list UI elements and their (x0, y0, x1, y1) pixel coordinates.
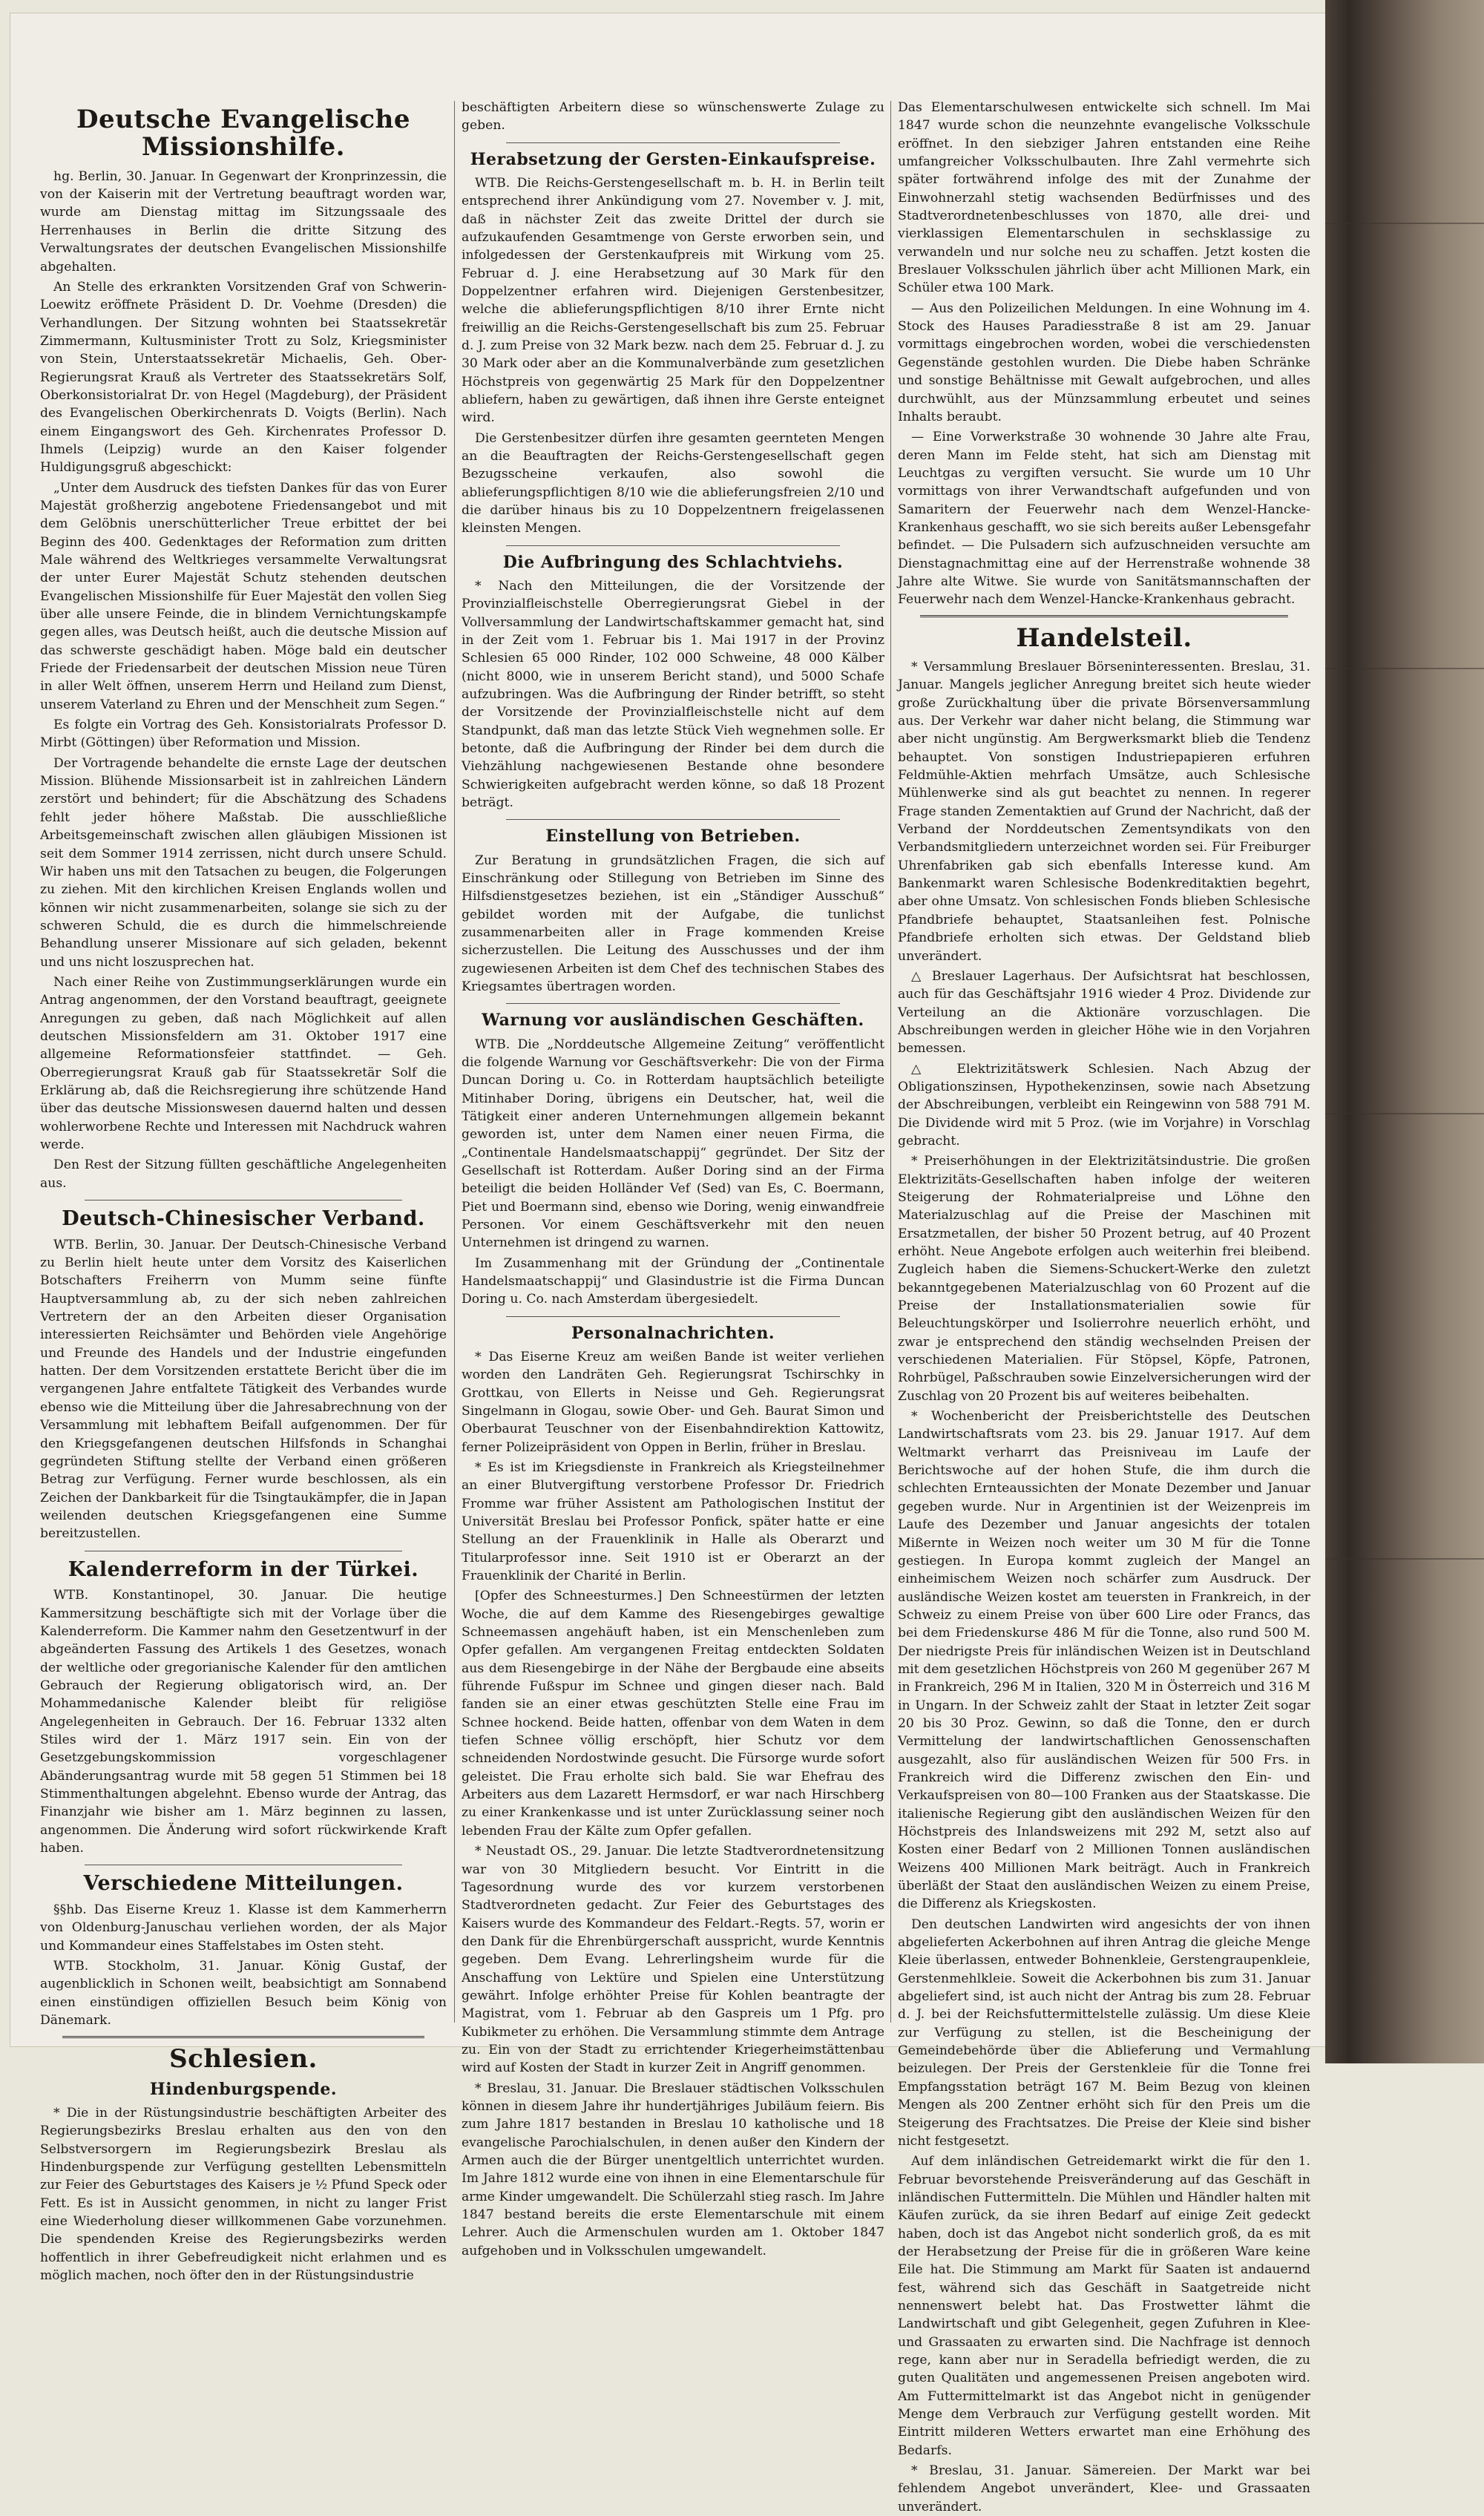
column-2 (462, 99, 884, 2259)
paragraph: — Eine Vorwerkstraße 30 wohnende 30 Jahre alte Frau, deren Mann im Felde steht, hat sich am Dienstag mit Leuchtgas zu vergiften versucht. Sie wurde um 10 Uhr vormittags von ihrer Verwandtschaft aufgefunden und von Samaritern der Feuerwehr nach dem Wenzel-Hancke-Krankenhaus geschafft, wo sie sich bereits außer Lebensgefahr befindet. — Die Pulsadern sich aufzuschneiden versuchte am Dienstagnachmittag eine auf der Herrenstraße wohnende 38 Jahre alte Witwe. Sie wurde von Sanitätsmannschaften der Feuerwehr nach dem Wenzel-Hancke-Krankenhaus gebracht. (898, 430, 1310, 608)
paragraph: * Es ist im Kriegsdienste in Frankreich als Kriegsteilnehmer an einer Blutvergiftung verstorbene Professor Dr. Friedrich Fromme war früher Assistent am Pathologischen Institut der Universität Breslau bei Professor Ponfick, später hatte er eine Stellung an der Frauenklinik in Halle als Oberarzt und Titularprofessor inne. Seit 1910 ist er Oberarzt an der Frauenklinik der Charité in Berlin. (462, 1459, 884, 1583)
section-separator (506, 545, 840, 546)
paragraph: Im Zusammenhang mit der Gründung der „Continentale Handelsmaatschappij“ und Glasindustrie ist die Firma Duncan Doring u. Co. nach Amsterdam übergesiedelt. (462, 1255, 884, 1307)
headline-handelsteil: Handelsteil. (1016, 623, 1192, 653)
paragraph: Auf dem inländischen Getreidemarkt wirkt die für den 1. Februar bevorstehende Preisveränderung auf das Geschäft in inländischen Futtermitteln. Die Mühlen und Händler halten mit Käufen zurück, da sie ihren Bedarf auf einige Zeit gedeckt haben, doch ist das Angebot nicht sonderlich groß, da es mit der Herabsetzung der Preise für die in größeren Ware keine Eile hat. Die Stimmung am Markt für Saaten ist andauernd fest, während sich das Geschäft in Saatgetreide nicht nennenswert belebt hat. Das Frostwetter lähmt die Landwirtschaft und gibt Gelegenheit, gegen Zufuhren in Klee- und Grassaaten zu erwarten sind. Die Nachfrage ist dennoch rege, kann aber nur in Seradella befriedigt werden, die zu guten Qualitäten und angemessenen Preisen angeboten wird. Am Futtermittelmarkt ist das Angebot nicht in genügender Menge dem Verbrauch zur Verfügung gestellt worden. Mit Eintritt milderen Wetters erwartet man eine Erhöhung des Bedarfs. (898, 2154, 1310, 2458)
paragraph: Den Rest der Sitzung füllten geschäftliche Angelegenheiten aus. (40, 1157, 447, 1191)
paragraph: * Neustadt OS., 29. Januar. Die letzte Stadtverordnetensitzung war von 30 Mitgliedern besucht. Vor Eintritt in die Tagesordnung wurde des vor kurzem verstorbenen Stadtverordneten gedacht. Zur Feier des Geburtstages des Kaisers wurde des Kommandeur des Feldart.-Regts. 57, worin er den Dank für die Ehrenbürgerschaft ausspricht, wurde Kenntnis gegeben. Dem Evang. Lehrerlingsheim wurde für die Anschaffung von Lektüre und Spielen eine Unterstützung gewährt. Infolge erhöhter Preise für Kohlen beantragte der Magistrat, vom 1. Februar ab den Gaspreis um 1 Pfg. pro Kubikmeter zu erhöhen. Die Versammlung stimmte dem Antrage zu. Ein von der Stadt zu errichtender Kriegerheimstättenbau wird auf Kosten der Stadt in kurzer Zeit in Angriff genommen. (462, 1844, 884, 2076)
paragraph: WTB. Stockholm, 31. Januar. König Gustaf, der augenblicklich in Schonen weilt, beabsichtigt am Sonnabend einen einstündigen offiziellen Besuch beim König von Dänemark. (40, 1959, 447, 2029)
column-3 (898, 99, 1310, 2515)
paragraph: * Das Eiserne Kreuz am weißen Bande ist weiter verliehen worden den Landräten Geh. Regierungsrat Tschirschky in Grottkau, von Ellerts in Neisse und Geh. Regierungsrat Singelmann in Glogau, sowie Ober- und Geh. Baurat Simon und Oberbaurat Teuschner von der Eisenbahndirektion Kattowitz, ferner Polizeipräsident von Oppen in Berlin, früher in Breslau. (462, 1349, 884, 1455)
paragraph: * Die in der Rüstungsindustrie beschäftigten Arbeiter des Regierungsbezirks Breslau erhalten aus den von den Selbstversorgern im Regierungsbezirk Breslau als Hindenburgspende zur Verfügung gestellten Lebensmitteln zur Feier des Geburtstages des Kaisers je ½ Pfund Speck oder Fett. Es ist in Aussicht genommen, in nicht zu langer Frist eine Wiederholung dieser willkommenen Gabe vorzunehmen. Die spendenden Kreise des Regierungsbezirks werden hoffentlich in ihrer Gebefreudigkeit nicht erlahmen und es möglich machen, noch öfter den in der Rüstungsindustrie (40, 2106, 447, 2284)
book-binding-edge (1325, 0, 1484, 2063)
paragraph: §§hb. Das Eiserne Kreuz 1. Klasse ist dem Kammerherrn von Oldenburg-Januschau verliehen worden, der als Major und Kommandeur eines Staffelstabes im Osten steht. (40, 1902, 447, 1954)
paragraph: Die Gerstenbesitzer dürfen ihre gesamten geernteten Mengen an die Beauftragten der Reichs-Gerstengesellschaft gegen Bezugsscheine verkaufen, also sowohl die ablieferungspflichtigen 8/10 wie die ablieferungsfreien 2/10 und die darüber hinaus bis zu 10 Doppelzentnern freigelassenen kleinsten Mengen. (462, 430, 884, 536)
section-separator (506, 1003, 840, 1004)
subheadline-hindenburgspende: Hindenburgspende. (149, 2079, 338, 2099)
paragraph: Den deutschen Landwirten wird angesichts der von ihnen abgelieferten Ackerbohnen auf ihren Antrag die gleiche Menge Kleie überlassen, entweder Bohnenkleie, Gerstengraupenkleie, Gerstenmehlkleie. Soweit die Ackerbohnen bis zum 31. Januar abgeliefert sind, ist auch nicht der Antrag bis zum 28. Februar d. J. bei der Reichsfuttermittelstelle zulässig. Um diese Kleie zur Verfügung zu stellen, ist die Bescheinigung der Gemeindebehörde über die Ablieferung und Vermahlung beizulegen. Der Preis der Gerstenkleie für die Tonne frei Empfangsstation beträgt 167 M. Beim Bezug von kleinen Mengen als 200 Zentner erhöht sich für den Preis um die Steigerung des Frachtsatzes. Die Preise der Kleie sind bisher nicht festgesetzt. (898, 1916, 1310, 2149)
paragraph: beschäftigten Arbeitern diese so wünschenswerte Zulage zu geben. (462, 100, 884, 134)
paragraph: An Stelle des erkrankten Vorsitzenden Graf von Schwerin-Loewitz eröffnete Präsident D. Dr. Voehme (Dresden) die Verhandlungen. Der Sitzung wohnten bei Staatssekretär Zimmermann, Kultusminister Trott zu Solz, Kriegsminister von Stein, Unterstaatssekretär Michaelis, Geh. Ober-Regierungsrat Krauß als Vertreter des Staatssekretärs Solf, Oberkonsistorialrat Dr. von Hegel (Magdeburg), der Präsident des Evangelischen Oberkirchenrats D. Voigts (Berlin). Nach einem Eingangswort des Geh. Kirchenrates Professor D. Ihmels (Leipzig) wurde an den Kaiser folgender Huldigungsgruß abgeschickt: (40, 279, 447, 476)
paragraph: Es folgte ein Vortrag des Geh. Konsistorialrats Professor D. Mirbt (Göttingen) über Reformation und Mission. (40, 717, 447, 751)
headline-einstellung-betrieben: Einstellung von Betrieben. (545, 827, 801, 847)
paragraph: WTB. Konstantinopel, 30. Januar. Die heutige Kammersitzung beschäftigte sich mit der Vorlage über die Kalenderreform. Die Kammer nahm den Gesetzentwurf in der abgeänderten Fassung des Artikels 1 des Gesetzes, wonach der weltliche oder gregorianische Kalender für den amtlichen Gebrauch der Regierung obligatorisch wird, an. Der Mohammedanische Kalender bleibt für religiöse Angelegenheiten in Gebrauch. Der 16. Februar 1332 alten Stiles wird der 1. März 1917 sein. Ein von der Gesetzgebungskommission vorgeschlagener Abänderungsantrag wurde mit 58 gegen 51 Stimmen bei 18 Stimmenthaltungen abgelehnt. Ebenso wurde der Antrag, das Finanzjahr wie bisher am 1. März beginnen zu lassen, angenommen. Die Änderung wird sofort rückwirkende Kraft haben. (40, 1588, 447, 1856)
paragraph: △ Elektrizitätswerk Schlesien. Nach Abzug der Obligationszinsen, Hypothekenzinsen, sowie nach Absetzung der Abschreibungen, verbleibt ein Reingewinn von 588 791 M. Die Dividende wird mit 5 Proz. (wie im Vorjahre) in Vorschlag gebracht. (898, 1061, 1310, 1149)
headline-warnung: Warnung vor ausländischen Geschäften. (482, 1011, 864, 1031)
paragraph: * Wochenbericht der Preisberichtstelle des Deutschen Landwirtschaftsrats vom 23. bis 29. Januar 1917. Auf dem Weltmarkt verharrt das Preisniveau im Laufe der Berichtswoche auf der hohen Stufe, die ihm durch die schlechten Ernteaussichten der Monate Dezember und Januar gegeben wurde. Nur in Argentinien ist der Weizenpreis im Laufe des Dezember und Januar angesichts der totalen Mißernte in Weizen noch weiter um 30 M für die Tonne gestiegen. In Europa kommt zugleich der Mangel an einheimischem Weizen noch schärfer zum Ausdruck. Der ausländische Weizen kostet am teuersten in Frankreich, in der Schweiz zu einem Preise von über 600 Lire oder Francs, das bei dem Friedenskurse 486 M für die Tonne, also rund 500 M. Der niedrigste Preis für inländischen Weizen ist in Deutschland mit dem gesetzlichen Höchstpreis von 260 M gegenüber 267 M in Frankreich, 296 M in Italien, 320 M in Österreich und 316 M in Ungarn. In der Schweiz zahlt der Staat in letzter Zeit sogar 20 bis 30 Proz. Gewinn, so daß die Tonne, den er durch Vermittelung der landwirtschaftlichen Genossenschaften ausgezahlt, also für ausländischen Weizen für 500 Frs. in Frankreich wird die Differenz zwischen den Ein- und Verkaufspreisen von 80—100 Franken aus der Staatskasse. Die italienische Regierung gibt den ausländischen Weizen für den Höchstpreis des Inlandsweizens mit 292 M, setzt also auf Kosten einer Bedarf von 2 Millionen Tonnen ausländischen Weizens 400 Millionen Mark beiträgt. Auch in Frankreich überläßt der Staat den ausländischen Weizen zu einem Preise, die Differenz als Kriegskosten. (898, 1409, 1310, 1912)
headline-kalenderreform: Kalenderreform in der Türkei. (68, 1557, 419, 1581)
paragraph: △ Breslauer Lagerhaus. Der Aufsichtsrat hat beschlossen, auch für das Geschäftsjahr 1916 wieder 4 Proz. Dividende zur Verteilung an die Aktionäre vorzuschlagen. Die Abschreibungen werden in gleicher Höhe wie in den Vorjahren bemessen. (898, 968, 1310, 1057)
column-rule (454, 101, 455, 2023)
paragraph: * Preiserhöhungen in der Elektrizitätsindustrie. Die großen Elektrizitäts-Gesellschaften haben infolge der weiteren Steigerung der Rohmaterialpreise und Löhne den Materialzuschlag auf die Preise der Maschinen mit Ersatzmetallen, der bisher 50 Prozent betrug, auf 40 Prozent erhöht. Neue Angebote erfolgen auch weiterhin frei bleibend. Zugleich haben die Siemens-Schuckert-Werke den zuletzt bekanntgegebenen Materialzuschlag von 60 Prozent auf die Preise der Installationsmaterialien sowie für Beleuchtungskörper und Isolierrohre neuerlich erhöht, und zwar je entsprechend den ständig wechselnden Preisen der verschiedenen Materialien. Für Stöpsel, Köpfe, Patronen, Rohrbügel, Paßschrauben sowie Einzelversicherungen wird der Zuschlag von 20 Prozent bis auf weiteres beibehalten. (898, 1154, 1310, 1404)
paragraph: Nach einer Reihe von Zustimmungserklärungen wurde ein Antrag angenommen, der den Vorstand beauftragt, geeignete Anregungen zu geben, daß nach Möglichkeit auf allen deutschen Missionsfeldern am 31. Oktober 1917 eine allgemeine Reformationsfeier stattfindet. — Geh. Oberregierungsrat Krauß gab für Staatssekretär Solf die Erklärung ab, daß die Reichsregierung ihre schützende Hand über das deutsche Missionswesen dauernd halten und dessen wohlerworbene Rechte und Interessen mit Nachdruck wahren werde. (40, 974, 447, 1152)
headline-verschiedene-mitteilungen: Verschiedene Mitteilungen. (83, 1872, 404, 1896)
paragraph: WTB. Die Reichs-Gerstengesellschaft m. b. H. in Berlin teilt entsprechend ihrer Ankündigung vom 27. November v. J. mit, daß in nächster Zeit das zweite Drittel der durch sie aufzukaufenden Gesamtmenge von Gerste erworben sein, und infolgedessen der Gerstenkaufpreis mit Wirkung vom 25. Februar d. J. eine Herabsetzung auf 30 Mark für den Doppelzentner erfahren wird. Diejenigen Gerstenbesitzer, welche die ablieferungspflichtigen 8/10 ihrer Ernte nicht freiwillig an die Reichs-Gerstengesellschaft bis zum 25. Februar d. J. zum Preise von 32 Mark bezw. nach dem 25. Februar d. J. zu 30 Mark oder aber an die Kommunalverbände zum gesetzlichen Höchstpreis von gegenwärtig 25 Mark für den Doppelzentner abliefern, haben zu gewärtigen, daß ihnen ihre Gerste enteignet wird. (462, 175, 884, 426)
section-separator (506, 142, 840, 143)
paragraph: * Breslau, 31. Januar. Die Breslauer städtischen Volksschulen können in diesem Jahre ihr hundertjähriges Jubiläum feiern. Bis zum Jahre 1817 bestanden in Breslau 10 katholische und 18 evangelische Parochialschulen, in denen außer den Kindern der Armen auch die der Bürger unentgeltlich unterrichtet wurden. Im Jahre 1812 wurde eine von ihnen in eine Elementarschule für arme Kinder umgewandelt. Die Schülerzahl stieg rasch. Im Jahre 1847 bestand bereits die erste Elementarschule mit einem Lehrer. Auch die Armenschulen wurden am 1. Oktober 1847 aufgehoben und in Volksschulen umgewandelt. (462, 2080, 884, 2259)
newspaper-page (10, 13, 1325, 2515)
column-1 (40, 99, 447, 2284)
paragraph: * Breslau, 31. Januar. Sämereien. Der Markt war bei fehlendem Angebot unverändert, Klee- und Grassaaten unverändert. (898, 2463, 1310, 2515)
section-separator (506, 1316, 840, 1317)
paragraph: * Nach den Mitteilungen, die der Vorsitzende der Provinzialfleischstelle Oberregierungsrat Giebel in der Vollversammlung der Landwirtschaftskammer gemacht hat, sind in der Zeit vom 1. Februar bis 1. Mai 1917 in der Provinz Schlesien 65 000 Rinder, 102 000 Schweine, 48 000 Kälber (nicht 8000, wie in unserem Bericht stand), und 5000 Schafe aufzubringen. Was die Aufbringung der Rinder betrifft, so steht der Vorsitzende der Provinzialfleischstelle nicht auf dem Standpunkt, daß man das letzte Stück Vieh wegnehmen solle. Er betonte, daß die Aufbringung der Rinder bei dem durch die Viehzählung nachgewiesenen Bestande ohne besondere Schwierigkeiten aufgebracht werden könne, so daß 18 Prozent beträgt. (462, 578, 884, 811)
column-rule (890, 101, 891, 2023)
paragraph: [Opfer des Schneesturmes.] Den Schneestürmen der letzten Woche, die auf dem Kamme des Riesengebirges gewaltige Schneemassen angehäuft haben, ist ein Menschenleben zum Opfer gefallen. Am vergangenen Freitag entdeckten Soldaten aus dem Riesengebirge in der Nähe der Bergbaude eine abseits führende Fußspur im Schnee und gingen dieser nach. Bald fanden sie an einer etwas geschützten Stelle eine Frau im Schnee hockend. Beide hatten, offenbar von dem Waten in dem tiefen Schnee völlig erschöpft, hier Schutz vor dem schneidenden Nordostwinde gesucht. Die Fürsorge wurde sofort geleistet. Die Frau erholte sich bald. Sie war Ehefrau des Arbeiters aus dem Lazarett Hermsdorf, er war nach Hirschberg zu einer Krankenkasse und ist unter Zurücklassung seiner noch lebenden Frau der Kälte zum Opfer gefallen. (462, 1589, 884, 1839)
headline-gersten-einkaufspreise: Herabsetzung der Gersten-Einkaufspreise. (470, 149, 876, 169)
paragraph: „Unter dem Ausdruck des tiefsten Dankes für das von Eurer Majestät großherzig angebotene Friedensangebot und mit dem Gelöbnis unerschütterlicher Treue erbittet der bei Beginn des 400. Gedenktages der Reformation zum dritten Male während des Weltkrieges versammelte Verwaltungsrat der unter Eurer Majestät Schutz stehenden deutschen Evangelischen Missionshilfe für Euer Majestät den vollen Sieg über alle unsere Feinde, die in blindem Vernichtungskampfe gegen alles, was Deutsch heißt, auch die deutsche Mission auf das schwerste geschädigt haben. Möge bald ein deutscher Friede der Friedensarbeit der deutschen Mission neue Türen in aller Welt öffnen, unserem Herrn und Heiland zum Dienst, unserem Vaterland zu Ehren und der Menschheit zum Segen.“ (40, 480, 447, 712)
section-separator (62, 2036, 424, 2038)
paragraph: WTB. Die „Norddeutsche Allgemeine Zeitung“ veröffentlicht die folgende Warnung vor Geschäftsverkehr: Die von der Firma Duncan Doring u. Co. in Rotterdam hauptsächlich beteiligte Mitinhaber Doring, übrigens ein Deutscher, hat, weil die Tätigkeit einer anderen Unternehmungen allgemein bekannt geworden ist, unter dem Namen einer neuen Firma, die „Continentale Handelsmaatschappij“ gegründet. Der Sitz der Gesellschaft ist Rotterdam. Außer Doring sind an der Firma beteiligt die beiden Holländer Vef (Sed) van Es, C. Boermann, Piet und Boermann sind, ebenso wie Doring, wenig einwandfreie Personen. Vor einem Geschäftsverkehr mit den neuen Unternehmen ist dringend zu warnen. (462, 1037, 884, 1251)
headline-missionshilfe: Deutsche Evangelische Missionshilfe. (76, 105, 410, 162)
headline-deutsch-chinesischer-verband: Deutsch-Chinesischer Verband. (62, 1207, 425, 1231)
paragraph: Das Elementarschulwesen entwickelte sich schnell. Im Mai 1847 wurde schon die neunzehnte evangelische Volksschule eröffnet. In den siebziger Jahren entstanden eine Reihe umfangreicher Volksschulbauten. Ihre Zahl vermehrte sich später fortwährend infolge des mit der Zunahme der Einwohnerzahl stetig wachsenden Bedürfnisses und des Stadtverordnetenbeschlusses von 1870, alle drei- und vierklassigen Elementarschulen in sechsklassige zu verwandeln und nur solche neu zu schaffen. Jetzt kosten die Breslauer Volksschulen jährlich über acht Millionen Mark, ein Schüler etwa 100 Mark. (898, 100, 1310, 296)
paragraph: Zur Beratung in grundsätzlichen Fragen, die sich auf Einschränkung oder Stillegung von Betrieben im Sinne des Hilfsdienstgesetzes beziehen, ist ein „Ständiger Ausschuß“ gebildet worden mit der Aufgabe, die tunlichst zusammenarbeiten aller in Frage kommenden Kreise sicherzustellen. Die Leitung des Ausschusses und der ihm zugewiesenen Arbeiten ist dem Chef des technischen Stabes des Kriegsamtes übertragen worden. (462, 853, 884, 994)
section-separator (920, 615, 1288, 617)
headline-schlesien: Schlesien. (169, 2043, 318, 2074)
paragraph: — Aus den Polizeilichen Meldungen. In eine Wohnung im 4. Stock des Hauses Paradiesstraße 8 ist am 29. Januar vormittags eingebrochen worden, wobei die verschiedensten Gegenstände gestohlen wurden. Die Diebe haben Schränke und sonstige Behältnisse mit Gewalt aufgebrochen, und alles durchwühlt, aus der Münzsammlung erbeutet und seines Inhalts beraubt. (898, 300, 1310, 424)
paragraph: WTB. Berlin, 30. Januar. Der Deutsch-Chinesische Verband zu Berlin hielt heute unter dem Vorsitz des Kaiserlichen Botschafters Freiherrn von Mumm seine fünfte Hauptversammlung ab, zu der sich neben zahlreichen Vertretern der an den Arbeiten dieser Organisation interessierten Reichsämter und Behörden viele Angehörige und Freunde des Handels und der Industrie eingefunden hatten. Der dem Vorsitzenden erstattete Bericht über die im vergangenen Jahre entfaltete Tätigkeit des Verbandes wurde ebenso wie die Mitteilung über die Jahresabrechnung von der Versammlung mit lebhaftem Beifall aufgenommen. Der für den Kriegsgefangenen deutschen Hilfsfonds in Schanghai gegründeten Stiftung stellte der Verband einen größeren Betrag zur Verfügung. Ferner wurde beschlossen, als ein Zeichen der Dankbarkeit für die Tsingtaukämpfer, die in Japan weilenden deutschen Kriegsgefangenen eine Summe bereitzustellen. (40, 1237, 447, 1542)
paragraph: Der Vortragende behandelte die ernste Lage der deutschen Mission. Blühende Missionsarbeit ist in zahlreichen Ländern zerstört und behindert; für die Abschätzung des Schadens fehlt jeder höhere Maßstab. Die ausschließliche Arbeitsgemeinschaft zwischen allen gläubigen Missionen ist seit dem Sommer 1914 zerrissen, nicht durch unsere Schuld. Wir haben uns mit den Tatsachen zu beugen, die Folgerungen zu ziehen. Mit den kirchlichen Kreisen Englands wollen und können wir nicht zusammenarbeiten, solange sie sich zu der schweren Schuld, die es durch die himmelschreiende Behandlung unserer Missionare auf sich geladen, bekennt und uns nicht loszusprechen hat. (40, 755, 447, 970)
headline-personalnachrichten: Personalnachrichten. (571, 1323, 775, 1343)
section-separator (506, 819, 840, 820)
paragraph: hg. Berlin, 30. Januar. In Gegenwart der Kronprinzessin, die von der Kaiserin mit der Vertretung beauftragt worden war, wurde am Dienstag mittag im Sitzungssaale des Herrenhauses in Berlin die dritte Sitzung des Verwaltungsrates der deutschen Evangelischen Missionshilfe abgehalten. (40, 168, 447, 275)
paragraph: * Versammlung Breslauer Börseninteressenten. Breslau, 31. Januar. Mangels jeglicher Anregung breitet sich heute wieder große Zurückhaltung über die private Börsenversammlung aus. Der Verkehr war daher nicht belang, die Stimmung war aber nicht ungünstig. Am Bergwerksmarkt blieb die Tendenz behauptet. Von sonstigen Industriepapieren erfuhren Feldmühle-Aktien mehrfach Umsätze, auch Schlesische Mühlenwerke sind als gut beachtet zu nennen. In regerer Frage standen Zementaktien auf Grund der Nachricht, daß der Verband der Norddeutschen Zementsyndikats von den Verbandsmitgliedern unterzeichnet worden sei. Für Freiburger Uhrenfabriken gab sich ebenfalls Interesse kund. Am Bankenmarkt waren Schlesische Bodenkreditaktien begehrt, aber ohne Umsatz. Von schlesischen Fonds blieben Schlesische Pfandbriefe behauptet, Staatsanleihen fest. Polnische Pfandbriefe erholten sich etwas. Der Geldstand blieb unverändert. (898, 660, 1310, 964)
headline-schlachtvieh: Die Aufbringung des Schlachtviehs. (502, 552, 844, 572)
